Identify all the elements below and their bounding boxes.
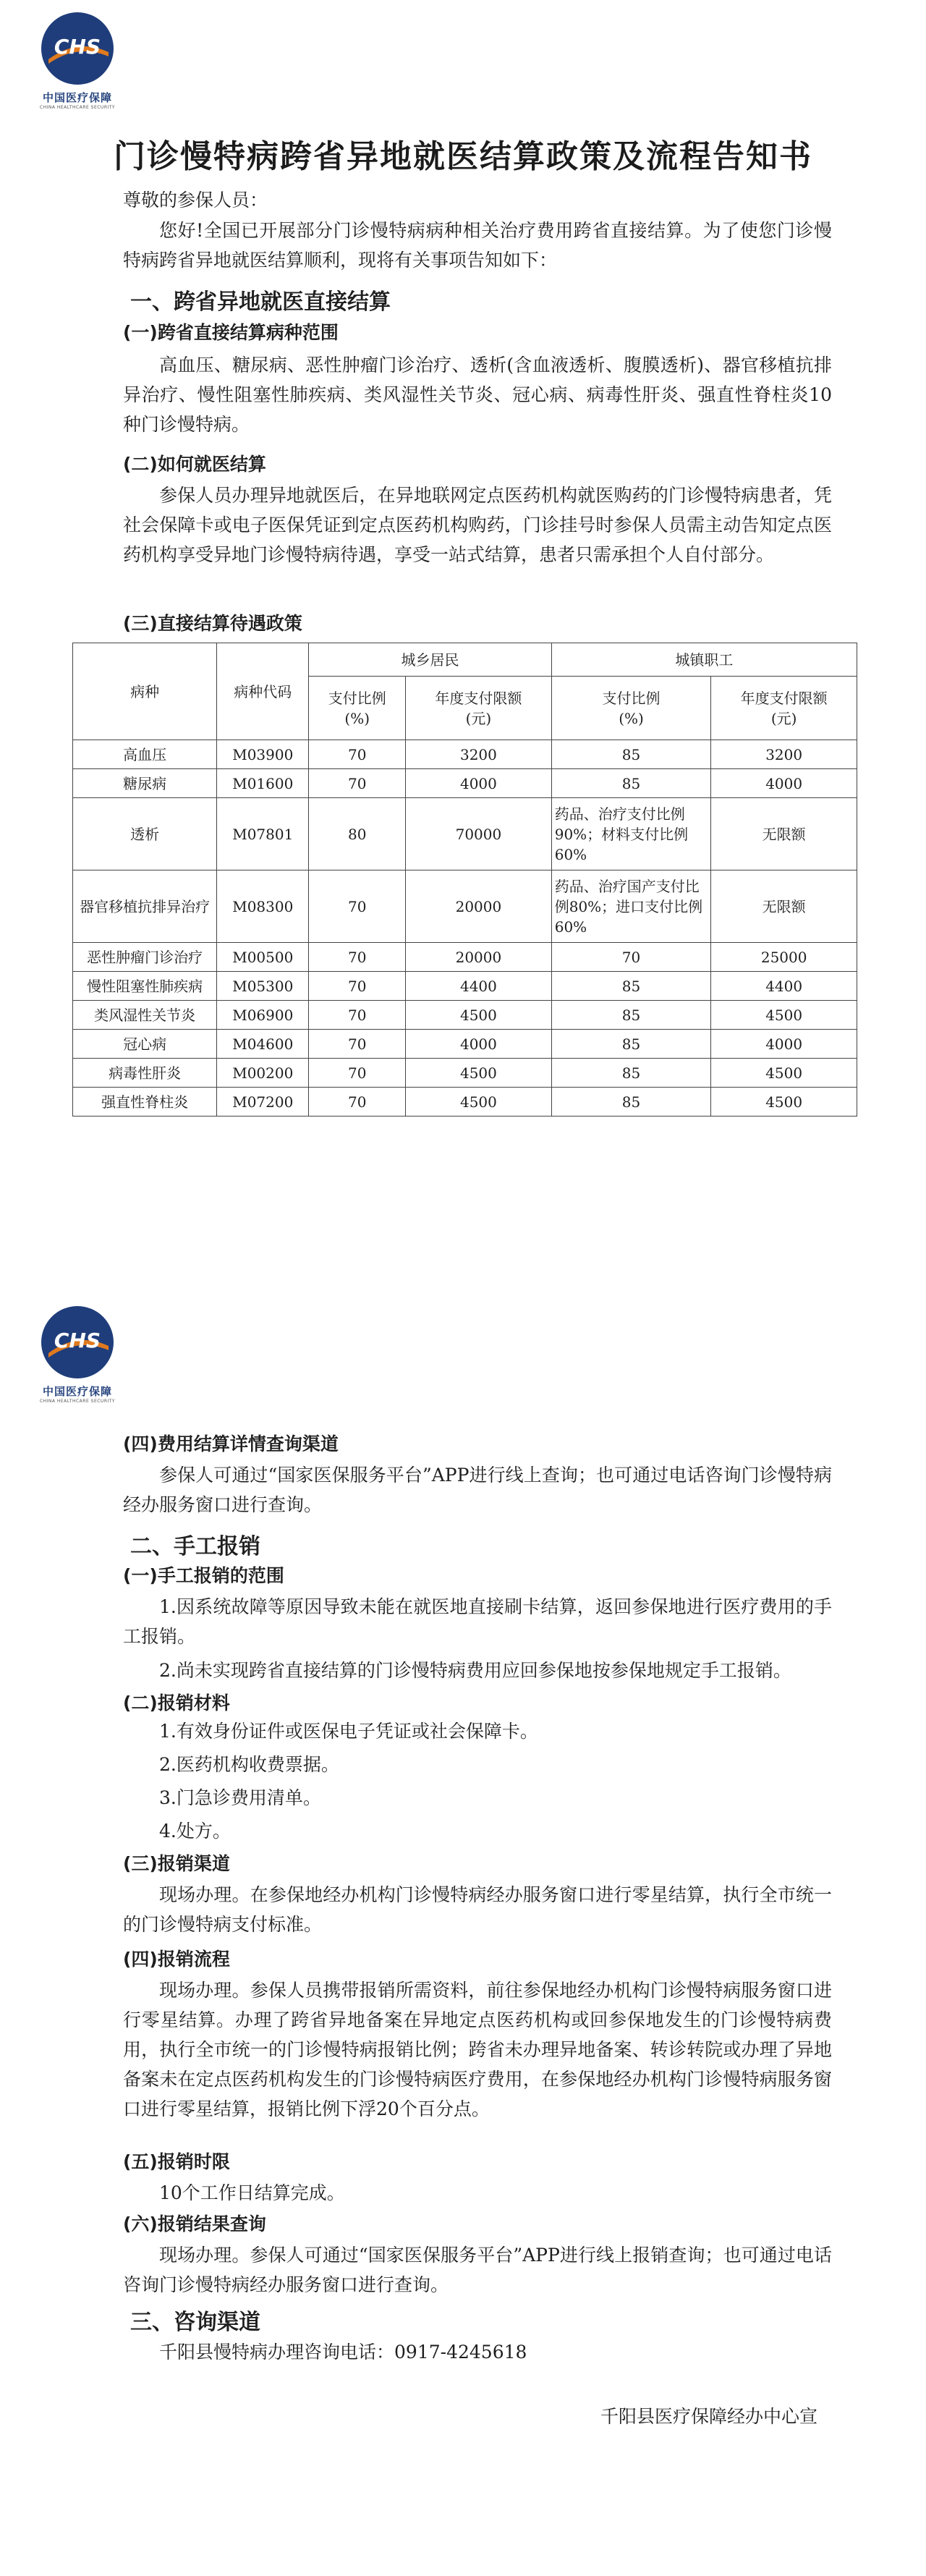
intro-paragraph: 您好!全国已开展部分门诊慢特病病种相关治疗费用跨省直接结算。为了使您门诊慢特病跨省异地就医结算顺利，现将有关事项告知如下： (123, 220, 832, 271)
sub-3-heading: (三)直接结算待遇政策 (123, 613, 302, 634)
worker-ratio-cell: 85 (551, 769, 711, 798)
section-3-heading: 三、咨询渠道 (130, 2310, 260, 2335)
page-title: 门诊慢特病跨省异地就医结算政策及流程告知书 (114, 138, 812, 175)
manual-5-text: 10个工作日结算完成。 (159, 2182, 345, 2203)
resident-limit-cell: 4500 (406, 1088, 552, 1117)
disease-cell: 糖尿病 (73, 769, 217, 798)
worker-limit-cell: 无限额 (711, 870, 857, 943)
worker-limit-cell: 3200 (711, 740, 857, 769)
resident-limit-cell: 20000 (406, 943, 552, 972)
svg-text:CHS: CHS (54, 35, 101, 59)
worker-limit-cell: 4500 (711, 1088, 857, 1117)
salutation: 尊敬的参保人员： (123, 190, 268, 211)
code-cell: M08300 (217, 870, 309, 943)
worker-limit-cell: 4400 (711, 972, 857, 1001)
table-row (73, 740, 857, 769)
resident-ratio-cell: 70 (309, 870, 406, 943)
resident-limit-cell: 4400 (406, 972, 552, 1001)
worker-ratio-cell: 85 (551, 972, 711, 1001)
worker-limit-cell: 4500 (711, 1059, 857, 1088)
logo-brand-en: CHINA HEALTHCARE SECURITY (39, 1399, 116, 1404)
section-2-heading: 二、手工报销 (130, 1534, 260, 1559)
chs-logo (30, 1302, 124, 1404)
header-ratio-workers: 支付比例 (%) (551, 677, 711, 740)
chs-logo-icon (38, 1302, 117, 1382)
resident-limit-cell: 4000 (406, 769, 552, 798)
worker-limit-cell: 4000 (711, 1030, 857, 1059)
table-row (73, 798, 857, 870)
resident-ratio-cell: 70 (309, 972, 406, 1001)
code-cell: M06900 (217, 1001, 309, 1030)
resident-limit-cell: 3200 (406, 740, 552, 769)
materials-item-3: 3.门急诊费用清单。 (159, 1787, 321, 1808)
table-row (73, 1088, 857, 1117)
resident-ratio-cell: 80 (309, 798, 406, 870)
manual-4-heading: (四)报销流程 (123, 1949, 230, 1970)
header-limit-residents: 年度支付限额 (元) (406, 677, 552, 740)
worker-ratio-cell: 85 (551, 1088, 711, 1117)
disease-cell: 透析 (73, 798, 217, 870)
code-cell: M00200 (217, 1059, 309, 1088)
consult-phone: 千阳县慢特病办理咨询电话：0917-4245618 (159, 2342, 527, 2363)
table-row (73, 769, 857, 798)
chs-logo (30, 9, 124, 110)
resident-limit-cell: 4000 (406, 1030, 552, 1059)
worker-limit-cell: 25000 (711, 943, 857, 972)
materials-item-2: 2.医药机构收费票据。 (159, 1754, 339, 1775)
disease-cell: 恶性肿瘤门诊治疗 (73, 943, 217, 972)
manual-6-text: 现场办理。参保人可通过“国家医保服务平台”APP进行线上报销查询；也可通过电话咨询门诊慢特病经办服务窗口进行查询。 (123, 2245, 832, 2295)
resident-ratio-cell: 70 (309, 1001, 406, 1030)
code-cell: M04600 (217, 1030, 309, 1059)
disease-cell: 器官移植抗排异治疗 (73, 870, 217, 943)
worker-limit-cell: 4000 (711, 769, 857, 798)
code-cell: M05300 (217, 972, 309, 1001)
resident-ratio-cell: 70 (309, 1030, 406, 1059)
manual-5-heading: (五)报销时限 (123, 2151, 230, 2172)
disease-cell: 慢性阻塞性肺疾病 (73, 972, 217, 1001)
table-row (73, 972, 857, 1001)
header-disease: 病种 (73, 643, 217, 740)
logo-brand-en: CHINA HEALTHCARE SECURITY (39, 105, 116, 110)
resident-ratio-cell: 70 (309, 1059, 406, 1088)
code-cell: M00500 (217, 943, 309, 972)
materials-item-1: 1.有效身份证件或医保电子凭证或社会保障卡。 (159, 1721, 538, 1742)
disease-cell: 高血压 (73, 740, 217, 769)
header-group-workers: 城镇职工 (551, 643, 857, 677)
code-cell: M03900 (217, 740, 309, 769)
sub-2-text: 参保人员办理异地就医后，在异地联网定点医药机构就医购药的门诊慢特病患者，凭社会保障卡或电子医保凭证到定点医药机构购药，门诊挂号时参保人员需主动告知定点医药机构享受异地门诊慢特病待遇，享受一站式结算，患者只需承担个人自付部分。 (123, 485, 832, 565)
table-row (73, 1059, 857, 1088)
section-1-heading: 一、跨省异地就医直接结算 (130, 289, 391, 315)
table-row (73, 943, 857, 972)
table-row (73, 1030, 857, 1059)
manual-1-item-2: 2.尚未实现跨省直接结算的门诊慢特病费用应回参保地按参保地规定手工报销。 (159, 1660, 791, 1681)
code-cell: M07801 (217, 798, 309, 870)
worker-ratio-cell: 85 (551, 1001, 711, 1030)
logo-brand-cn: 中国医疗保障 (42, 1385, 112, 1398)
resident-ratio-cell: 70 (309, 769, 406, 798)
svg-text:CHS: CHS (54, 1329, 101, 1352)
disease-cell: 类风湿性关节炎 (73, 1001, 217, 1030)
resident-limit-cell: 4500 (406, 1059, 552, 1088)
worker-ratio-cell: 85 (551, 740, 711, 769)
code-cell: M01600 (217, 769, 309, 798)
disease-cell: 冠心病 (73, 1030, 217, 1059)
disease-cell: 强直性脊柱炎 (73, 1088, 217, 1117)
resident-limit-cell: 20000 (406, 870, 552, 943)
code-cell: M07200 (217, 1088, 309, 1117)
worker-ratio-cell: 药品、治疗支付比例90%；材料支付比例60% (551, 798, 711, 870)
header-limit-workers: 年度支付限额 (元) (711, 677, 857, 740)
worker-ratio-cell: 85 (551, 1059, 711, 1088)
header-code: 病种代码 (217, 643, 309, 740)
worker-ratio-cell: 85 (551, 1030, 711, 1059)
manual-3-text: 现场办理。在参保地经办机构门诊慢特病经办服务窗口进行零星结算，执行全市统一的门诊慢特病支付标准。 (123, 1884, 832, 1935)
page-2 (0, 1274, 926, 2576)
policy-table (72, 643, 857, 1117)
sub-4-text: 参保人可通过“国家医保服务平台”APP进行线上查询；也可通过电话咨询门诊慢特病经办服务窗口进行查询。 (123, 1465, 832, 1515)
sub-4-heading: (四)费用结算详情查询渠道 (123, 1433, 339, 1454)
resident-ratio-cell: 70 (309, 740, 406, 769)
manual-3-heading: (三)报销渠道 (123, 1853, 230, 1874)
sub-2-heading: (二)如何就医结算 (123, 454, 266, 475)
issuer-signature: 千阳县医疗保障经办中心宣 (600, 2406, 817, 2427)
resident-limit-cell: 4500 (406, 1001, 552, 1030)
logo-brand-cn: 中国医疗保障 (42, 91, 112, 104)
sub-1-heading: (一)跨省直接结算病种范围 (123, 322, 339, 343)
worker-limit-cell: 4500 (711, 1001, 857, 1030)
resident-ratio-cell: 70 (309, 943, 406, 972)
worker-ratio-cell: 药品、治疗国产支付比例80%；进口支付比例60% (551, 870, 711, 943)
disease-cell: 病毒性肝炎 (73, 1059, 217, 1088)
resident-limit-cell: 70000 (406, 798, 552, 870)
resident-ratio-cell: 70 (309, 1088, 406, 1117)
worker-ratio-cell: 70 (551, 943, 711, 972)
worker-limit-cell: 无限额 (711, 798, 857, 870)
materials-item-4: 4.处方。 (159, 1821, 231, 1842)
manual-1-heading: (一)手工报销的范围 (123, 1565, 284, 1586)
manual-1-item-1: 1.因系统故障等原因导致未能在就医地直接刷卡结算，返回参保地进行医疗费用的手工报销。 (123, 1596, 832, 1647)
manual-6-heading: (六)报销结果查询 (123, 2213, 266, 2234)
header-ratio-residents: 支付比例 (%) (309, 677, 406, 740)
sub-1-text: 高血压、糖尿病、恶性肿瘤门诊治疗、透析(含血液透析、腹膜透析)、器官移植抗排异治疗、慢性阻塞性肺疾病、类风湿性关节炎、冠心病、病毒性肝炎、强直性脊柱炎10种门诊慢特病。 (123, 355, 832, 435)
manual-4-text: 现场办理。参保人员携带报销所需资料，前往参保地经办机构门诊慢特病服务窗口进行零星结算。办理了跨省异地备案在异地定点医药机构或回参保地发生的门诊慢特病费用，执行全市统一的门诊慢特病报销比例；跨省未办理异地备案、转诊转院或办理了异地备案未在定点医药机构发生的门诊慢特病医疗费用，在参保地经办机构门诊慢特病服务窗口进行零星结算，报销比例下浮20个百分点。 (123, 1980, 832, 2119)
manual-2-heading: (二)报销材料 (123, 1692, 230, 1713)
header-group-residents: 城乡居民 (309, 643, 551, 677)
chs-logo-icon (38, 9, 117, 88)
table-row (73, 870, 857, 943)
table-row (73, 1001, 857, 1030)
page-1 (0, 0, 926, 1274)
